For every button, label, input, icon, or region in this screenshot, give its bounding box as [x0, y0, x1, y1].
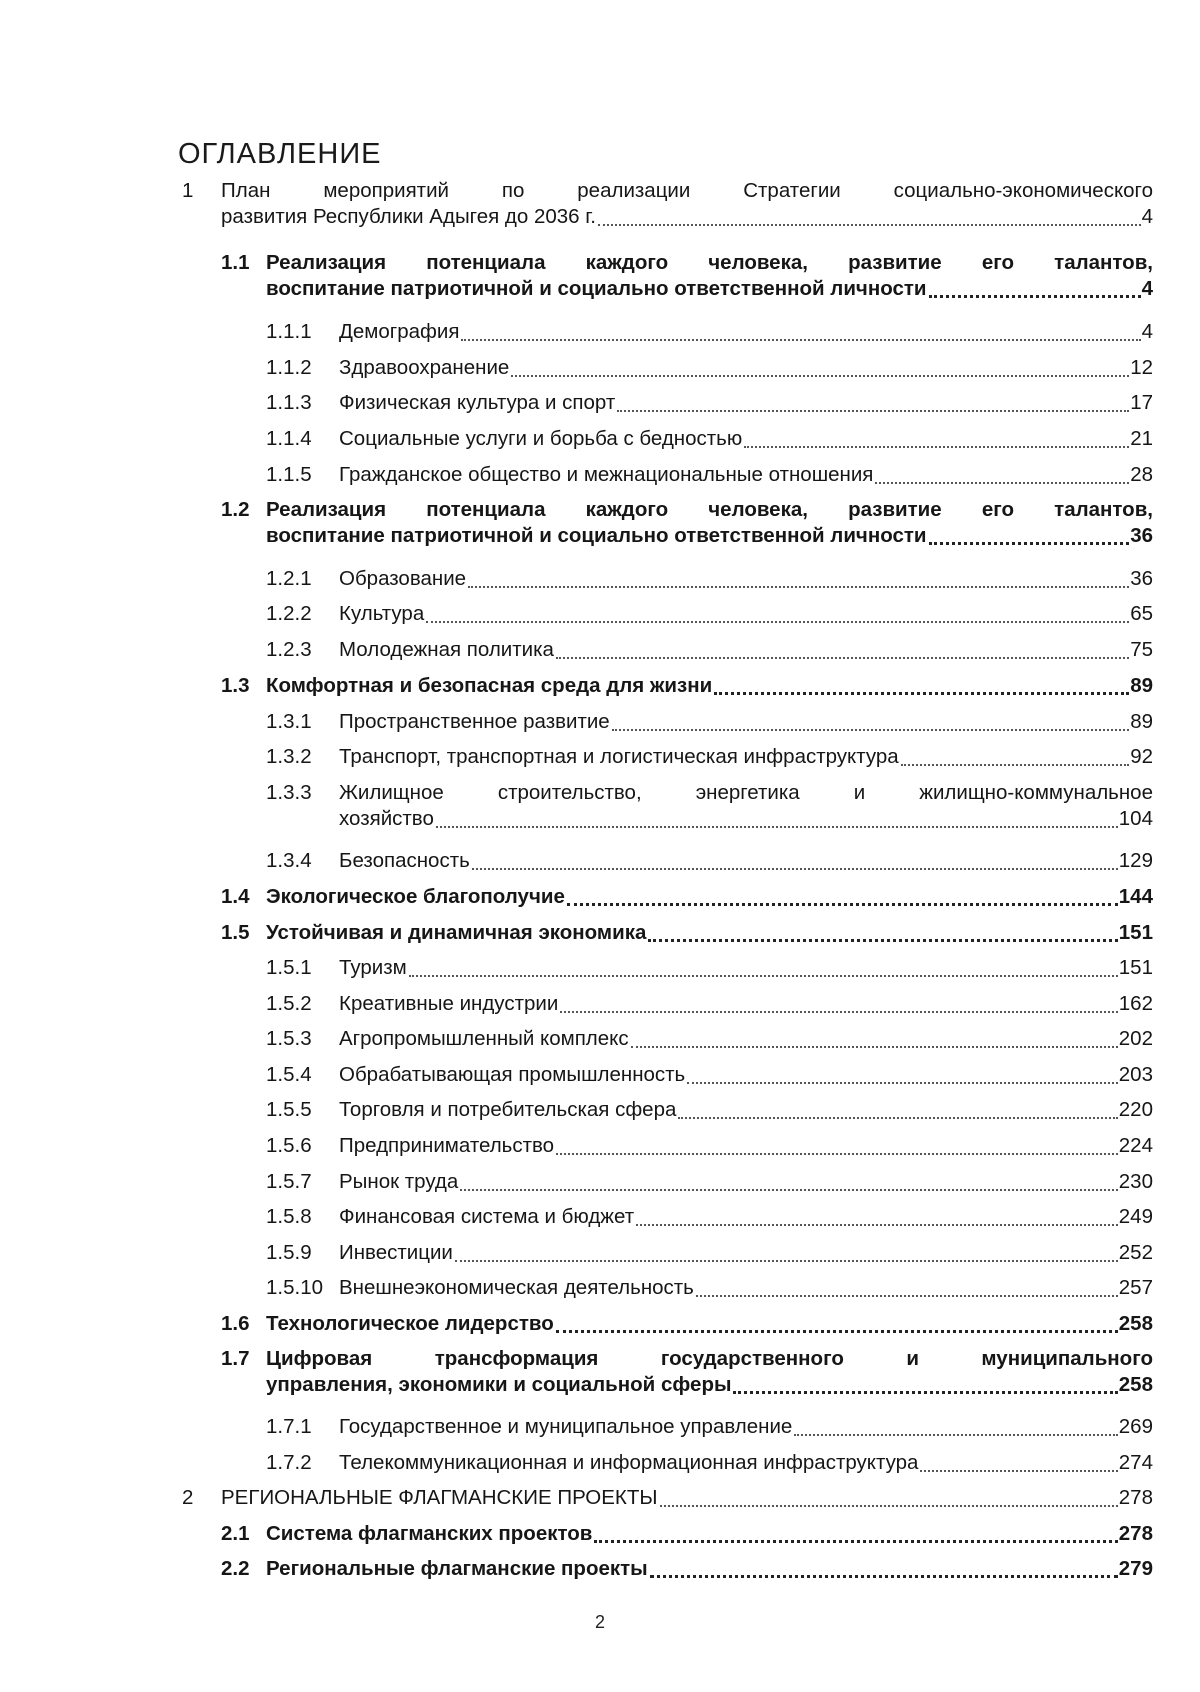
toc-entry-number: 1.1.4 — [266, 427, 312, 450]
toc-entry-page: 278 — [1118, 1522, 1153, 1545]
dot-leader — [636, 1223, 1118, 1226]
toc-entry-title: Реализация потенциала каждого человека, развитие его талантов, — [266, 498, 1153, 521]
dot-leader — [612, 728, 1129, 731]
toc-entry-title: Демография — [339, 320, 460, 343]
toc-entry-page: 274 — [1118, 1451, 1153, 1474]
toc-entry-number: 2.1 — [221, 1522, 250, 1545]
toc-entry-number: 1.7.2 — [266, 1451, 312, 1474]
toc-entry-title: Реализация потенциала каждого человека, развитие его талантов, — [266, 251, 1153, 274]
dot-leader — [631, 1045, 1118, 1048]
dot-leader — [436, 825, 1118, 828]
dot-leader — [650, 1574, 1118, 1578]
toc-entry-number: 2.2 — [221, 1557, 250, 1580]
toc-entry-page: 4 — [1141, 205, 1153, 228]
toc-entry-title: Физическая культура и спорт — [339, 391, 616, 414]
toc-entry-number: 1.3.4 — [266, 849, 312, 872]
dot-leader — [567, 902, 1118, 906]
dot-leader — [794, 1433, 1117, 1436]
dot-leader — [714, 691, 1129, 695]
toc-entry-number: 1.2.1 — [266, 567, 312, 590]
toc-entry-number: 1.1 — [221, 251, 250, 274]
toc-entry-title: Гражданское общество и межнациональные отношения — [339, 463, 874, 486]
dot-leader — [648, 938, 1117, 942]
dot-leader — [733, 1390, 1117, 1394]
toc-entry-number: 1 — [182, 179, 194, 202]
toc-entry-title: Комфортная и безопасная среда для жизни — [266, 674, 713, 697]
page-number: 2 — [594, 1612, 605, 1632]
dot-leader — [455, 1259, 1118, 1262]
toc-entry-title: Жилищное строительство, энергетика и жилищно-коммунальное — [339, 781, 1153, 804]
toc-entry-page: 220 — [1118, 1098, 1153, 1121]
toc-entry-title: управления, экономики и социальной сферы — [266, 1373, 732, 1396]
toc-entry-number: 1.5.6 — [266, 1134, 312, 1157]
toc-entry-page: 89 — [1130, 674, 1153, 697]
toc-entry-page: 203 — [1118, 1063, 1153, 1086]
dot-leader — [511, 374, 1129, 377]
dot-leader — [461, 338, 1140, 341]
toc-entry-title: Финансовая система и бюджет — [339, 1205, 635, 1228]
toc-entry-number: 1.3.3 — [266, 781, 312, 804]
dot-leader — [556, 656, 1129, 659]
toc-entry-title: Телекоммуникационная и информационная инфраструктура — [339, 1451, 919, 1474]
toc-entry-page: 12 — [1130, 356, 1153, 379]
toc-entry-page: 258 — [1118, 1373, 1153, 1396]
toc-entry-number: 1.4 — [221, 885, 250, 908]
toc-entry-number: 1.5.8 — [266, 1205, 312, 1228]
toc-entry-title: Инвестиции — [339, 1241, 453, 1264]
toc-title: ОГЛАВЛЕНИЕ — [178, 138, 382, 170]
dot-leader — [687, 1081, 1118, 1084]
toc-entry-title: Культура — [339, 602, 425, 625]
toc-entry-page: 28 — [1130, 463, 1153, 486]
dot-leader — [472, 867, 1118, 870]
toc-entry-page: 279 — [1118, 1557, 1153, 1580]
toc-entry-page: 21 — [1130, 427, 1153, 450]
toc-entry-number: 1.2.3 — [266, 638, 312, 661]
dot-leader — [660, 1504, 1118, 1507]
toc-entry-page: 278 — [1118, 1486, 1153, 1509]
toc-entry-number: 1.3 — [221, 674, 250, 697]
toc-entry-page: 129 — [1118, 849, 1153, 872]
toc-entry-page: 162 — [1118, 992, 1153, 1015]
toc-entry-number: 1.5.3 — [266, 1027, 312, 1050]
dot-leader — [560, 1010, 1118, 1013]
dot-leader — [468, 585, 1129, 588]
toc-entry-number: 1.7 — [221, 1347, 250, 1370]
toc-entry-page: 89 — [1130, 710, 1153, 733]
toc-entry-page: 252 — [1118, 1241, 1153, 1264]
toc-entry-page: 230 — [1118, 1170, 1153, 1193]
toc-entry-title: Социальные услуги и борьба с бедностью — [339, 427, 743, 450]
dot-leader — [556, 1152, 1118, 1155]
toc-entry-title: Здравоохранение — [339, 356, 510, 379]
toc-entry-page: 4 — [1141, 320, 1153, 343]
toc-entry-title: Технологическое лидерство — [266, 1312, 554, 1335]
toc-entry-title: воспитание патриотичной и социально ответственной личности — [266, 524, 927, 547]
dot-leader — [460, 1188, 1117, 1191]
toc-entry-number: 1.5.2 — [266, 992, 312, 1015]
toc-entry-title: Транспорт, транспортная и логистическая инфраструктура — [339, 745, 899, 768]
dot-leader — [901, 763, 1130, 766]
toc-entry-title: Цифровая трансформация государственного и муниципального — [266, 1347, 1153, 1370]
dot-leader — [617, 409, 1129, 412]
dot-leader — [426, 620, 1129, 623]
toc-entry-title: Агропромышленный комплекс — [339, 1027, 629, 1050]
toc-entry-number: 1.6 — [221, 1312, 250, 1335]
toc-entry-title: Обрабатывающая промышленность — [339, 1063, 686, 1086]
toc-entry-title: Креативные индустрии — [339, 992, 559, 1015]
toc-entry-number: 1.2 — [221, 498, 250, 521]
toc-entry-page: 151 — [1118, 921, 1153, 944]
toc-entry-title: Экологическое благополучие — [266, 885, 565, 908]
toc-entry-number: 2 — [182, 1486, 194, 1509]
toc-entry-page: 202 — [1118, 1027, 1153, 1050]
toc-entry-title: Внешнеэкономическая деятельность — [339, 1276, 694, 1299]
toc-entry-title: хозяйство — [339, 807, 434, 830]
toc-entry-title: Государственное и муниципальное управление — [339, 1415, 793, 1438]
toc-entry-title: развития Республики Адыгея до 2036 г. — [221, 205, 596, 228]
dot-leader — [598, 223, 1141, 226]
toc-entry-number: 1.5.1 — [266, 956, 312, 979]
toc-entry-page: 92 — [1130, 745, 1153, 768]
toc-entry-page: 257 — [1118, 1276, 1153, 1299]
toc-entry-title: РЕГИОНАЛЬНЫЕ ФЛАГМАНСКИЕ ПРОЕКТЫ — [221, 1486, 658, 1509]
toc-entry-number: 1.7.1 — [266, 1415, 312, 1438]
toc-entry-number: 1.3.1 — [266, 710, 312, 733]
toc-entry-number: 1.2.2 — [266, 602, 312, 625]
toc-entry-title: Региональные флагманские проекты — [266, 1557, 648, 1580]
toc-entry-number: 1.1.1 — [266, 320, 312, 343]
toc-entry-title: Молодежная политика — [339, 638, 554, 661]
toc-entry-number: 1.5.9 — [266, 1241, 312, 1264]
toc-entry-title: Устойчивая и динамичная экономика — [266, 921, 647, 944]
toc-entry-number: 1.5.7 — [266, 1170, 312, 1193]
toc-entry-title: Предпринимательство — [339, 1134, 555, 1157]
toc-entry-number: 1.3.2 — [266, 745, 312, 768]
toc-entry-number: 1.5.5 — [266, 1098, 312, 1121]
dot-leader — [875, 481, 1129, 484]
toc-entry-number: 1.5 — [221, 921, 250, 944]
toc-entry-page: 75 — [1130, 638, 1153, 661]
toc-entry-page: 17 — [1130, 391, 1153, 414]
toc-entry-title: Туризм — [339, 956, 407, 979]
toc-entry-page: 36 — [1130, 524, 1153, 547]
toc-entry-page: 249 — [1118, 1205, 1153, 1228]
dot-leader — [929, 294, 1141, 298]
toc-entry-title: Торговля и потребительская сфера — [339, 1098, 677, 1121]
toc-entry-number: 1.1.2 — [266, 356, 312, 379]
toc-entry-number: 1.1.3 — [266, 391, 312, 414]
toc-entry-page: 104 — [1118, 807, 1153, 830]
dot-leader — [929, 541, 1130, 545]
toc-entry-page: 269 — [1118, 1415, 1153, 1438]
toc-entry-title: Рынок труда — [339, 1170, 459, 1193]
toc-entry-title: Система флагманских проектов — [266, 1522, 593, 1545]
dot-leader — [409, 974, 1118, 977]
toc-entry-page: 224 — [1118, 1134, 1153, 1157]
toc-entry-page: 258 — [1118, 1312, 1153, 1335]
toc-entry-title: Образование — [339, 567, 467, 590]
toc-entry-title: воспитание патриотичной и социально ответственной личности — [266, 277, 927, 300]
toc-entry-page: 36 — [1130, 567, 1153, 590]
toc-entry-number: 1.5.10 — [266, 1276, 323, 1299]
dot-leader — [744, 445, 1129, 448]
dot-leader — [556, 1329, 1118, 1333]
toc-entry-page: 4 — [1141, 277, 1153, 300]
toc-entry-title: Безопасность — [339, 849, 470, 872]
toc-entry-number: 1.1.5 — [266, 463, 312, 486]
dot-leader — [594, 1539, 1117, 1543]
dot-leader — [696, 1294, 1118, 1297]
toc-entry-title: Пространственное развитие — [339, 710, 610, 733]
dot-leader — [678, 1116, 1117, 1119]
dot-leader — [920, 1469, 1117, 1472]
toc-entry-title: План мероприятий по реализации Стратегии социально-экономического — [221, 179, 1153, 202]
toc-entry-page: 144 — [1118, 885, 1153, 908]
toc-entry-page: 151 — [1118, 956, 1153, 979]
toc-entry-page: 65 — [1130, 602, 1153, 625]
toc-entry-number: 1.5.4 — [266, 1063, 312, 1086]
